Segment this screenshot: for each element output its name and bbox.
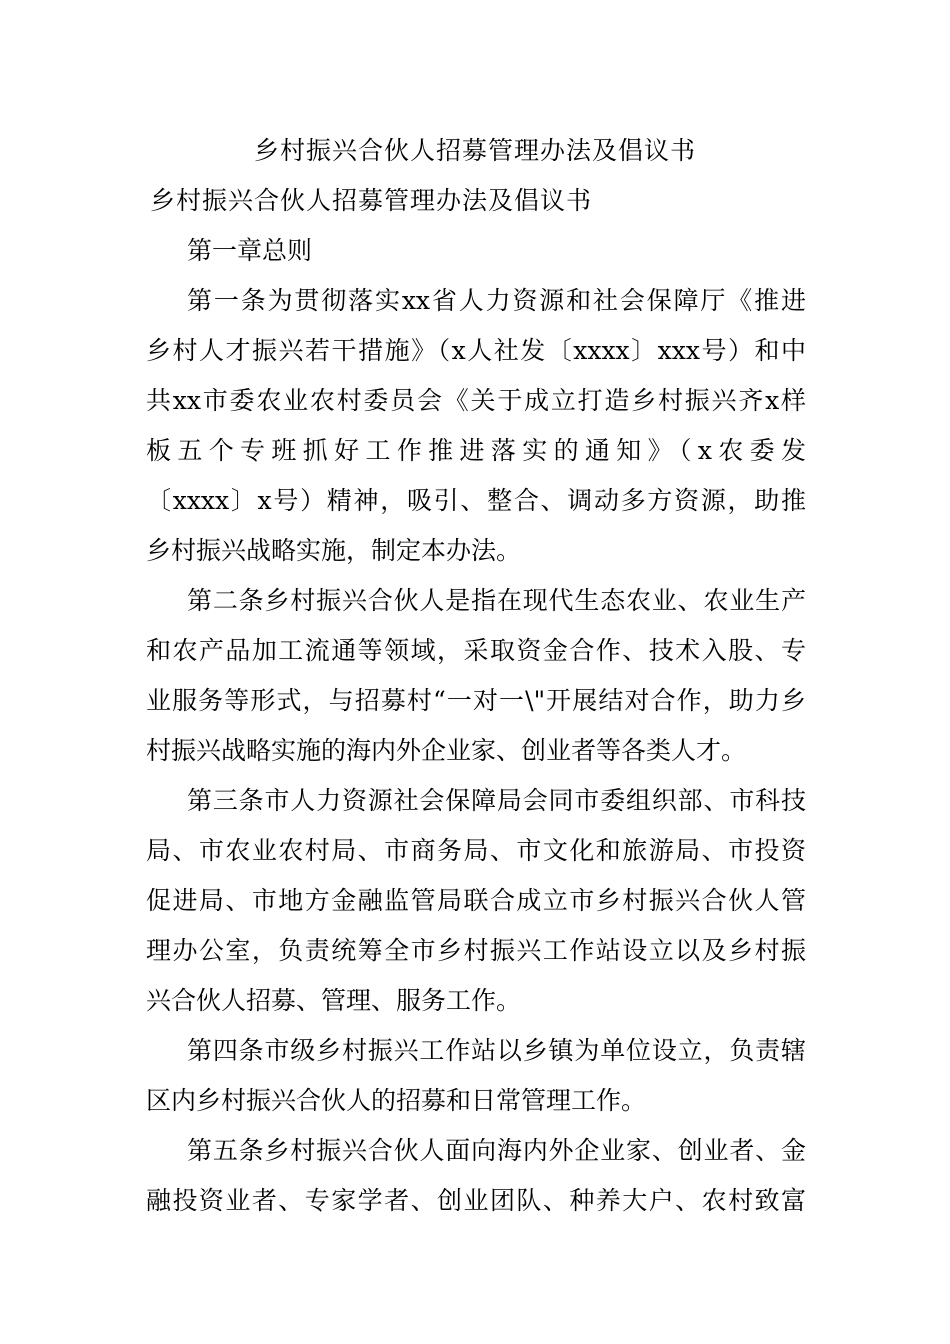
- paragraph-line: 第四条市级乡村振兴工作站以乡镇为单位设立，负责辖: [187, 1036, 806, 1065]
- paragraph-line: 促进局、市地方金融监管局联合成立市乡村振兴合伙人管: [146, 886, 806, 915]
- paragraph-line: 和农产品加工流通等领域，采取资金合作、技术入股、专: [146, 636, 806, 665]
- paragraph-line: 业服务等形式，与招募村“一对一\"开展结对合作，助力乡: [146, 686, 806, 715]
- paragraph-line: 第三条市人力资源社会保障局会同市委组织部、市科技: [187, 786, 806, 815]
- paragraph-line: 乡村振兴战略实施，制定本办法。: [146, 536, 522, 565]
- chapter-heading: 第一章总则: [187, 236, 313, 265]
- paragraph-line: 村振兴战略实施的海内外企业家、创业者等各类人才。: [146, 736, 747, 765]
- paragraph-line: 乡村人才振兴若干措施》（x人社发〔xxxx〕xxx号）和中: [146, 336, 806, 365]
- paragraph-line: 第一条为贯彻落实xx省人力资源和社会保障厅《推进: [187, 286, 806, 315]
- paragraph-line: 理办公室，负责统筹全市乡村振兴工作站设立以及乡村振: [146, 936, 806, 965]
- paragraph-line: 第五条乡村振兴合伙人面向海内外企业家、创业者、金: [187, 1136, 806, 1165]
- paragraph-line: 区内乡村振兴合伙人的招募和日常管理工作。: [146, 1086, 647, 1115]
- paragraph-line: 融投资业者、专家学者、创业团队、种养大户、农村致富: [146, 1186, 806, 1215]
- paragraph-line: 〔xxxx〕x号）精神，吸引、整合、调动多方资源，助推: [146, 486, 806, 515]
- paragraph-line: 共xx市委农业农村委员会《关于成立打造乡村振兴齐x样: [146, 386, 806, 415]
- paragraph-line: 兴合伙人招募、管理、服务工作。: [146, 986, 522, 1015]
- document-title: 乡村振兴合伙人招募管理办法及倡议书: [253, 136, 696, 165]
- document-subtitle: 乡村振兴合伙人招募管理办法及倡议书: [150, 186, 593, 215]
- paragraph-line: 板五个专班抓好工作推进落实的通知》（x农委发: [146, 436, 806, 465]
- paragraph-line: 局、市农业农村局、市商务局、市文化和旅游局、市投资: [146, 836, 806, 865]
- paragraph-line: 第二条乡村振兴合伙人是指在现代生态农业、农业生产: [187, 586, 806, 615]
